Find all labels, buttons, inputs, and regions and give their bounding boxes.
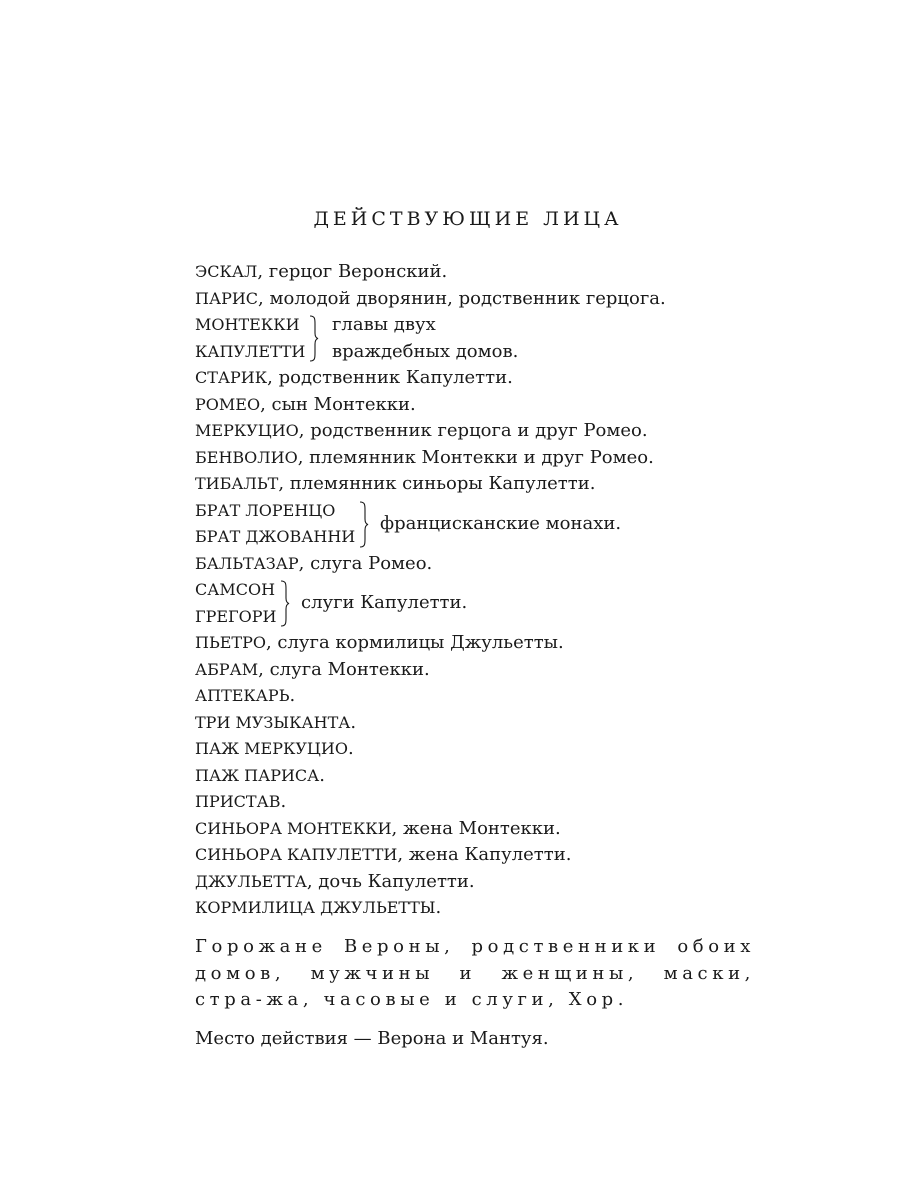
cast-group-friars bbox=[195, 498, 795, 551]
character-description: , родственник Капулетти. bbox=[267, 367, 513, 388]
character-description: , жена Монтекки. bbox=[391, 817, 561, 839]
character-description: , молодой дворянин, родственник герцога. bbox=[258, 287, 666, 309]
character-name: АПТЕКАРЬ bbox=[195, 686, 290, 705]
character-name: АБРАМ bbox=[195, 659, 259, 679]
character-name: РОМЕО bbox=[195, 394, 261, 414]
character-description: , сын Монтекки. bbox=[260, 393, 416, 415]
cast-entry-escal bbox=[195, 259, 795, 286]
character-name: ЭСКАЛ bbox=[195, 262, 258, 281]
cast-entry-lady-capulet bbox=[195, 842, 795, 869]
cast-entry-paris bbox=[195, 286, 795, 313]
cast-entry-page-paris bbox=[195, 763, 795, 790]
character-description: , жена Капулетти. bbox=[397, 844, 572, 865]
character-description: , племянник синьоры Капулетти. bbox=[278, 473, 596, 494]
character-name: ПАЖ ПАРИСА bbox=[195, 765, 320, 785]
character-description: . bbox=[347, 738, 354, 759]
character-name: МЕРКУЦИО bbox=[195, 421, 299, 440]
cast-entry-officer bbox=[195, 789, 795, 816]
group-description: главы двух bbox=[332, 314, 436, 335]
character-name: САМСОН bbox=[195, 580, 276, 599]
cast-entry-balthasar bbox=[195, 551, 795, 578]
character-description: . bbox=[280, 791, 287, 812]
character-name: КОРМИЛИЦА ДЖУЛЬЕТТЫ bbox=[195, 898, 436, 917]
character-description: , дочь Капулетти. bbox=[306, 870, 475, 892]
character-name: ПАЖ МЕРКУЦИО bbox=[195, 739, 348, 758]
cast-entry-mercutio bbox=[195, 418, 795, 445]
character-name: СИНЬОРА КАПУЛЕТТИ bbox=[195, 845, 398, 864]
cast-entry-tybalt bbox=[195, 471, 795, 498]
cast-list bbox=[195, 259, 795, 922]
cast-group-heads-of-houses bbox=[195, 312, 795, 365]
character-description: , герцог Веронский. bbox=[257, 261, 448, 282]
page-title: ДЕЙСТВУЮЩИЕ ЛИЦА bbox=[313, 208, 623, 230]
character-name: БЕНВОЛИО bbox=[195, 447, 298, 467]
character-description: . bbox=[435, 897, 442, 918]
group-description: слуги Капулетти. bbox=[301, 592, 468, 613]
character-description: , слуга Ромео. bbox=[298, 552, 433, 574]
character-description: , слуга кормилицы Джульетты. bbox=[265, 632, 564, 653]
cast-entry-peter bbox=[195, 630, 795, 657]
character-name: ПРИСТАВ bbox=[195, 792, 281, 811]
character-description: . bbox=[350, 711, 357, 733]
character-name: ТРИ МУЗЫКАНТА bbox=[195, 712, 351, 732]
character-name: ДЖУЛЬЕТТА bbox=[195, 871, 307, 891]
curly-brace-icon bbox=[280, 580, 290, 627]
cast-entry-musicians bbox=[195, 710, 795, 737]
character-name: БАЛЬТАЗАР bbox=[195, 553, 299, 573]
character-name: СТАРИК bbox=[195, 368, 268, 387]
cast-entry-old-man bbox=[195, 365, 795, 392]
character-name: БРАТ ДЖОВАННИ bbox=[195, 527, 356, 546]
cast-entry-juliet bbox=[195, 869, 795, 896]
group-description: враждебных домов. bbox=[332, 340, 519, 362]
character-name: ГРЕГОРИ bbox=[195, 606, 277, 626]
character-name: ТИБАЛЬТ bbox=[195, 474, 279, 493]
setting-note: Место действия — Верона и Мантуя. bbox=[195, 1028, 549, 1049]
cast-entry-page-mercutio bbox=[195, 736, 795, 763]
cast-entry-benvolio bbox=[195, 445, 795, 472]
cast-entry-abram bbox=[195, 657, 795, 684]
character-description: . bbox=[319, 764, 326, 786]
character-description: , племянник Монтекки и друг Ромео. bbox=[297, 446, 654, 468]
citizens-note: Горожане Вероны, родственники обоих домов, мужчины и женщины, маски, стра-жа, часовые и слуги, Хор. bbox=[195, 936, 755, 1010]
character-description: , родственник герцога и друг Ромео. bbox=[298, 420, 648, 441]
curly-brace-icon bbox=[309, 315, 319, 362]
cast-entry-romeo bbox=[195, 392, 795, 419]
character-description: . bbox=[289, 685, 296, 706]
character-description: , слуга Монтекки. bbox=[258, 658, 430, 680]
character-name: КАПУЛЕТТИ bbox=[195, 341, 306, 361]
cast-entry-apothecary bbox=[195, 683, 795, 710]
character-name: СИНЬОРА МОНТЕККИ bbox=[195, 818, 392, 838]
cast-entry-nurse bbox=[195, 895, 795, 922]
curly-brace-icon bbox=[359, 501, 369, 548]
group-description: францисканские монахи. bbox=[380, 512, 622, 534]
character-name: ПЬЕТРО bbox=[195, 633, 266, 652]
character-name: МОНТЕККИ bbox=[195, 315, 300, 334]
character-name: ПАРИС bbox=[195, 288, 259, 308]
character-name: БРАТ ЛОРЕНЦО bbox=[195, 500, 336, 520]
cast-group-servants bbox=[195, 577, 795, 630]
cast-entry-lady-montague bbox=[195, 816, 795, 843]
